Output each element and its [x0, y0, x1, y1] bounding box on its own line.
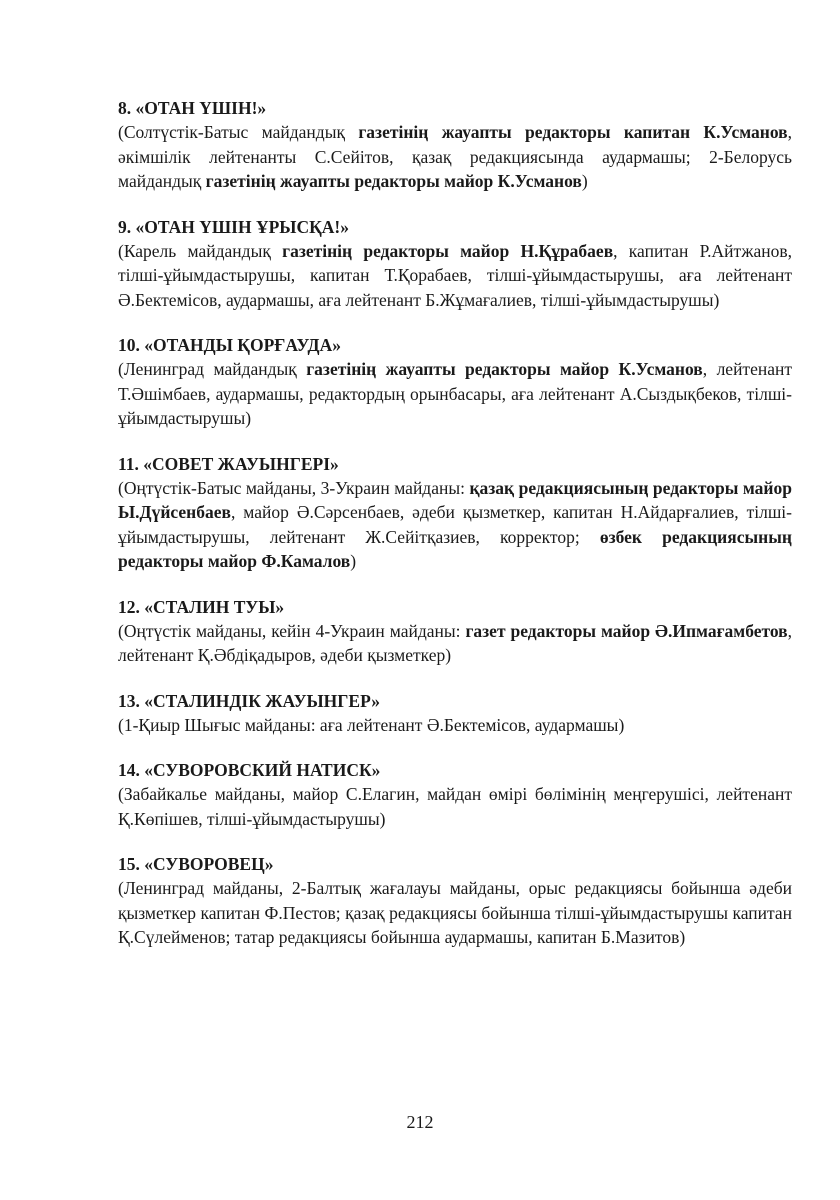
entry-body-bold-text: газетінің жауапты редакторы майор К.Усманов	[306, 359, 703, 379]
document-page	[118, 96, 792, 971]
entry-title: 13. «СТАЛИНДІК ЖАУЫНГЕР»	[118, 690, 380, 711]
entry-title: 10. «ОТАНДЫ ҚОРҒАУДА»	[118, 335, 341, 355]
entry-body-bold-text: газетінің редакторы майор Н.Құрабаев	[282, 240, 614, 261]
newspaper-entry	[118, 333, 792, 431]
entry-body-text: (Ленинград майдандық	[118, 359, 307, 379]
entry-body-text: (1-Қиыр Шығыс майданы: аға лейтенант Ә.Бектемісов, аудармашы)	[118, 714, 625, 735]
newspaper-entry	[118, 689, 792, 738]
newspaper-entry	[118, 595, 792, 668]
entry-body-text: , лейтенант Қ.Әбдіқадыров, әдеби қызметкер)	[118, 620, 792, 665]
entry-body-bold-text: газетінің жауапты редакторы капитан К.Усманов	[358, 122, 788, 142]
entry-title: 9. «ОТАН ҮШІН ҰРЫСҚА!»	[118, 216, 349, 237]
entry-body-bold-text: газет редакторы майор Ә.Ипмағамбетов	[465, 620, 788, 641]
entry-body	[118, 713, 792, 738]
entry-body-bold-text: қазақ редакциясының редакторы майор Ы.Дүйсенбаев	[118, 477, 792, 522]
entry-body	[118, 619, 792, 668]
entry-body-text: , майор Ә.Сәрсенбаев, әдеби қызметкер, капитан Н.Айдарғалиев, тілші-ұйымдастырушы, лейтенант Ж.Сейітқазиев, корректор;	[118, 502, 792, 547]
entry-title: 8. «ОТАН ҮШІН!»	[118, 98, 267, 118]
entry-title: 15. «СУВОРОВЕЦ»	[118, 854, 274, 874]
entry-body-bold-text: газетінің жауапты редакторы майор К.Усманов	[205, 171, 582, 191]
entry-body-bold-text: өзбек редакциясының редакторы майор Ф.Камалов	[118, 526, 792, 571]
entry-body	[118, 357, 792, 431]
entry-body-text: (Солтүстік-Батыс майдандық	[118, 122, 359, 142]
entry-title: 14. «СУВОРОВСКИЙ НАТИСК»	[118, 760, 381, 780]
newspaper-entry	[118, 96, 792, 194]
page-number: 212	[406, 1112, 434, 1132]
newspaper-entry	[118, 852, 792, 950]
entry-title: 11. «СОВЕТ ЖАУЫНГЕРІ»	[118, 453, 339, 474]
entry-body-text: (Оңтүстік майданы, кейін 4-Украин майданы:	[118, 620, 466, 641]
entry-list	[118, 96, 792, 950]
entry-body-text: )	[581, 171, 588, 191]
entry-body-text: (Карель майдандық	[118, 240, 283, 261]
newspaper-entry	[118, 758, 792, 831]
entry-body	[118, 476, 792, 574]
newspaper-entry	[118, 215, 792, 313]
entry-body	[118, 876, 792, 950]
entry-body-text: , лейтенант Т.Әшімбаев, аудармашы, редактордың орынбасары, аға лейтенант А.Сыздықбеков, тілші-ұйымдастырушы)	[118, 359, 792, 428]
entry-body	[118, 239, 792, 313]
entry-body-text: )	[350, 551, 357, 571]
entry-body-text: (Ленинград майданы, 2-Балтық жағалауы майданы, орыс редакциясы бойынша әдеби қызметкер капитан Ф.Пестов; қазақ редакциясы бойынша тілші-ұйымдастырушы капитан Қ.Сүлейменов; татар редакциясы бойынша аудармашы, капитан Б.Мазитов)	[118, 878, 792, 947]
newspaper-entry	[118, 452, 792, 574]
entry-body-text: , капитан Р.Айтжанов, тілші-ұйымдастырушы, капитан Т.Қорабаев, тілші-ұйымдастырушы, аға лейтенант Ә.Бектемісов, аудармашы, аға лейтенант Б.Жұмағалиев, тілші-ұйымдастырушы)	[118, 240, 792, 310]
entry-body	[118, 782, 792, 831]
entry-body-text: (Забайкалье майданы, майор С.Елагин, майдан өмірі бөлімінің меңгерушісі, лейтенант Қ.Көпішев, тілші-ұйымдастырушы)	[118, 784, 792, 829]
entry-body-text: , әкімшілік лейтенанты С.Сейітов, қазақ редакциясында аудармашы; 2-Белорусь майдандық	[118, 122, 792, 191]
entry-title: 12. «СТАЛИН ТУЫ»	[118, 596, 285, 617]
entry-body-text: (Оңтүстік-Батыс майданы, 3-Украин майданы:	[118, 477, 470, 498]
entry-body	[118, 120, 792, 194]
